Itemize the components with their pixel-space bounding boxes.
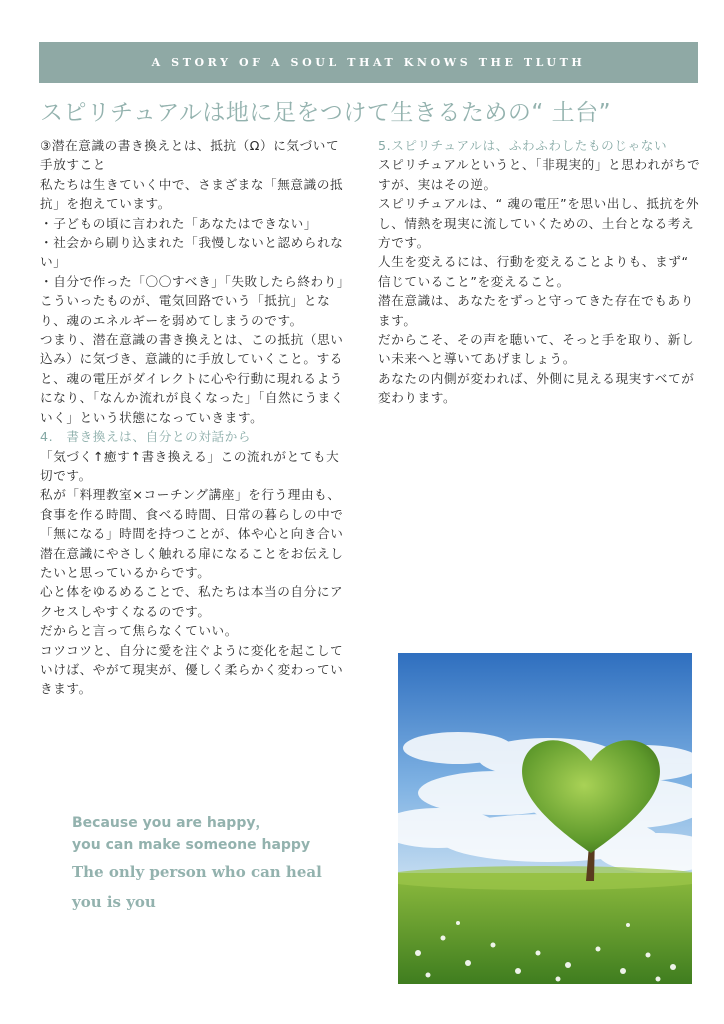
paragraph: つまり、潜在意識の書き換えとは、この抵抗（思い込み）に気づき、意識的に手放していくこと。すると、魂の電圧がダイレクトに心や行動に現れるようになり、「なんか流れが良くなった」「自然にうまくいく」という状態になっていきます。 — [40, 332, 345, 425]
paragraph: 私が「料理教室×コーチング講座」を行う理由も、食事を作る時間、食べる時間、日常の暮らしの中で「無になる」時間を持つことが、体や心と向き合い潜在意識にやさしく触れる扉になることをお伝えしたいと思っているからです。 — [40, 487, 344, 580]
quote-line-2: you can make someone happy — [72, 837, 311, 853]
heart-tree-icon — [398, 653, 692, 984]
banner-text: A STORY OF A SOUL THAT KNOWS THE TLUTH — [151, 56, 586, 69]
header-banner — [39, 42, 698, 83]
paragraph: 私たちは生きていく中で、さまざまな「無意識の抵抗」を抱えています。 — [40, 176, 344, 212]
paragraph: こういったものが、電気回路でいう「抵抗」となり、魂のエネルギーを弱めてしまうのです。 — [40, 293, 331, 328]
heart-tree-photo — [398, 653, 692, 984]
paragraph: 潜在意識は、あなたをずっと守ってきた存在でもあります。 — [378, 293, 694, 328]
paragraph: スピリチュアルは、“ 魂の電圧”を思い出し、抵抗を外し、情熱を現実に流していくための、土台となる考え方です。 — [378, 196, 700, 251]
section-heading: 4. 書き換えは、自分との対話から — [40, 429, 252, 445]
paragraph: 人生を変えるには、行動を変えることよりも、まず“ 信じていること”を変えること。 — [378, 254, 689, 289]
paragraph: だからこそ、その声を聴いて、そっと手を取り、新しい未来へと導いてあげましょう。 — [378, 332, 695, 367]
paragraph: ・自分で作った「〇〇すべき」「失敗したら終わり」 — [40, 273, 351, 289]
quote-line-3: The only person who can heal — [72, 863, 322, 881]
paragraph: ・子どもの頃に言われた「あなたはできない」 — [40, 215, 318, 231]
right-column — [378, 136, 702, 408]
paragraph: 心と体をゆるめることで、私たちは本当の自分にアクセスしやすくなるのです。 — [40, 584, 344, 619]
page-title: スピリチュアルは地に足をつけて生きるための“ 土台” — [40, 100, 612, 126]
section-heading: 5.スピリチュアルは、ふわふわしたものじゃない — [378, 138, 668, 153]
left-column — [40, 136, 350, 699]
paragraph: だからと言って焦らなくていい。 — [40, 623, 238, 639]
paragraph: ・社会から刷り込まれた「我慢しないと認められない」 — [40, 235, 344, 270]
paragraph: コツコツと、自分に愛を注ぐように変化を起こしていけば、やがて現実が、優しく柔らかく変わっていきます。 — [40, 642, 344, 697]
paragraph: ③潜在意識の書き換えとは、抵抗（Ω）に気づいて手放すこと — [40, 138, 340, 173]
quote-line-4: you is you — [72, 893, 156, 911]
paragraph: スピリチュアルというと、「非現実的」と思われがちですが、実はその逆。 — [378, 157, 701, 192]
paragraph: あなたの内側が変われば、外側に見える現実すべてが変わります。 — [378, 370, 695, 406]
quote-line-1: Because you are happy， — [72, 815, 270, 831]
english-quote — [72, 812, 362, 916]
paragraph: 「気づく↑癒す↑書き換える」この流れがとても大切です。 — [40, 448, 340, 483]
